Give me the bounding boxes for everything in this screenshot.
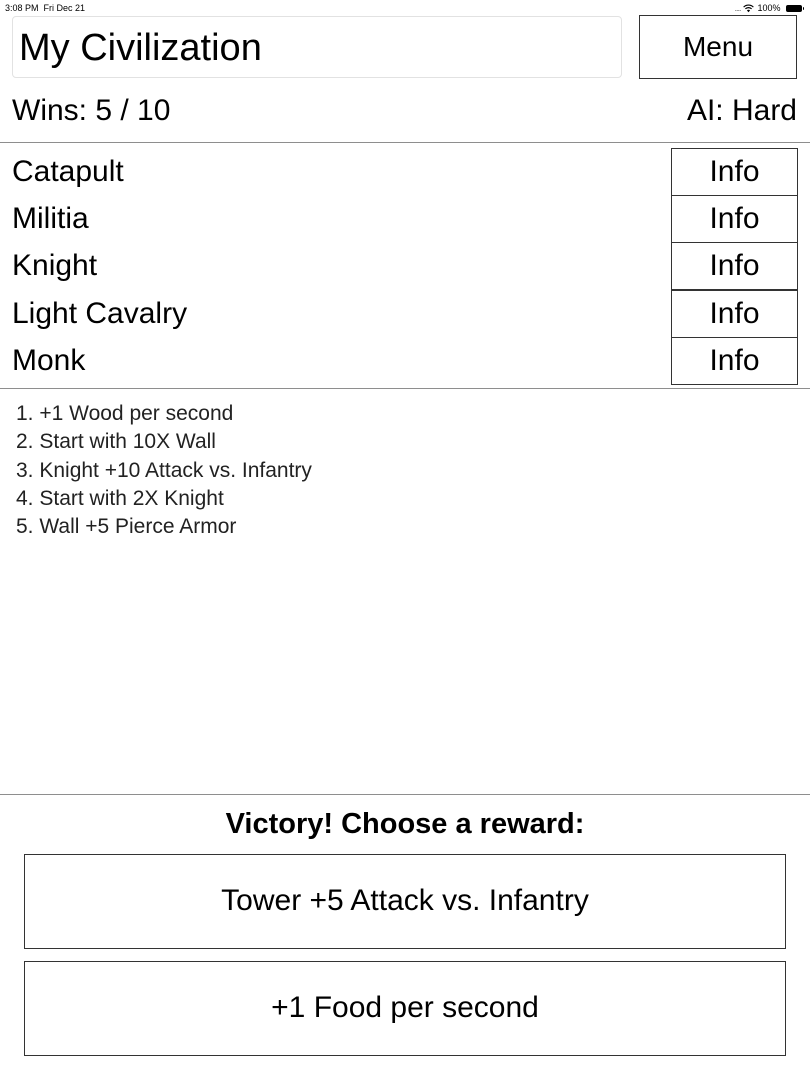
- list-item: [0, 242, 810, 289]
- status-bar-left: [5, 2, 85, 14]
- info-button[interactable]: Info: [671, 242, 798, 290]
- signal-indicator: ....: [734, 3, 741, 13]
- unit-name: Knight: [12, 249, 98, 282]
- reward-title: Victory! Choose a reward:: [225, 808, 585, 840]
- list-item: [0, 148, 810, 195]
- wins-counter: Wins: 5 / 10: [12, 94, 171, 127]
- wifi-icon: [743, 4, 754, 13]
- menu-button[interactable]: Menu: [639, 15, 797, 79]
- bonus-item: 5. Wall +5 Pierce Armor: [16, 515, 237, 539]
- status-time: 3:08 PM: [5, 3, 39, 13]
- list-item: [0, 290, 810, 337]
- bonus-item: 4. Start with 2X Knight: [16, 486, 224, 510]
- bonus-list: [16, 400, 312, 541]
- list-item: [0, 337, 810, 384]
- info-button[interactable]: Info: [671, 337, 798, 385]
- info-button[interactable]: Info: [671, 148, 798, 196]
- bonus-item: 2. Start with 10X Wall: [16, 430, 216, 454]
- ai-difficulty: AI: Hard: [686, 94, 797, 127]
- battery-icon: [786, 5, 805, 12]
- civilization-name-field[interactable]: My Civilization: [12, 16, 622, 78]
- list-item: [0, 195, 810, 242]
- unit-name: Monk: [12, 344, 86, 377]
- unit-name: Light Cavalry: [12, 297, 188, 330]
- divider: [0, 142, 810, 143]
- unit-name: Catapult: [12, 155, 124, 188]
- info-button[interactable]: Info: [671, 290, 798, 338]
- info-button[interactable]: Info: [671, 195, 798, 243]
- reward-option-button[interactable]: Tower +5 Attack vs. Infantry: [24, 854, 786, 949]
- divider: [0, 794, 810, 795]
- reward-option-button[interactable]: +1 Food per second: [24, 961, 786, 1056]
- status-date: Fri Dec 21: [43, 3, 86, 13]
- divider: [0, 388, 810, 389]
- battery-percent: 100%: [757, 3, 781, 13]
- status-bar-right: [734, 2, 804, 14]
- unit-name: Militia: [12, 202, 89, 235]
- bonus-item: 3. Knight +10 Attack vs. Infantry: [16, 458, 312, 482]
- bonus-item: 1. +1 Wood per second: [16, 402, 234, 425]
